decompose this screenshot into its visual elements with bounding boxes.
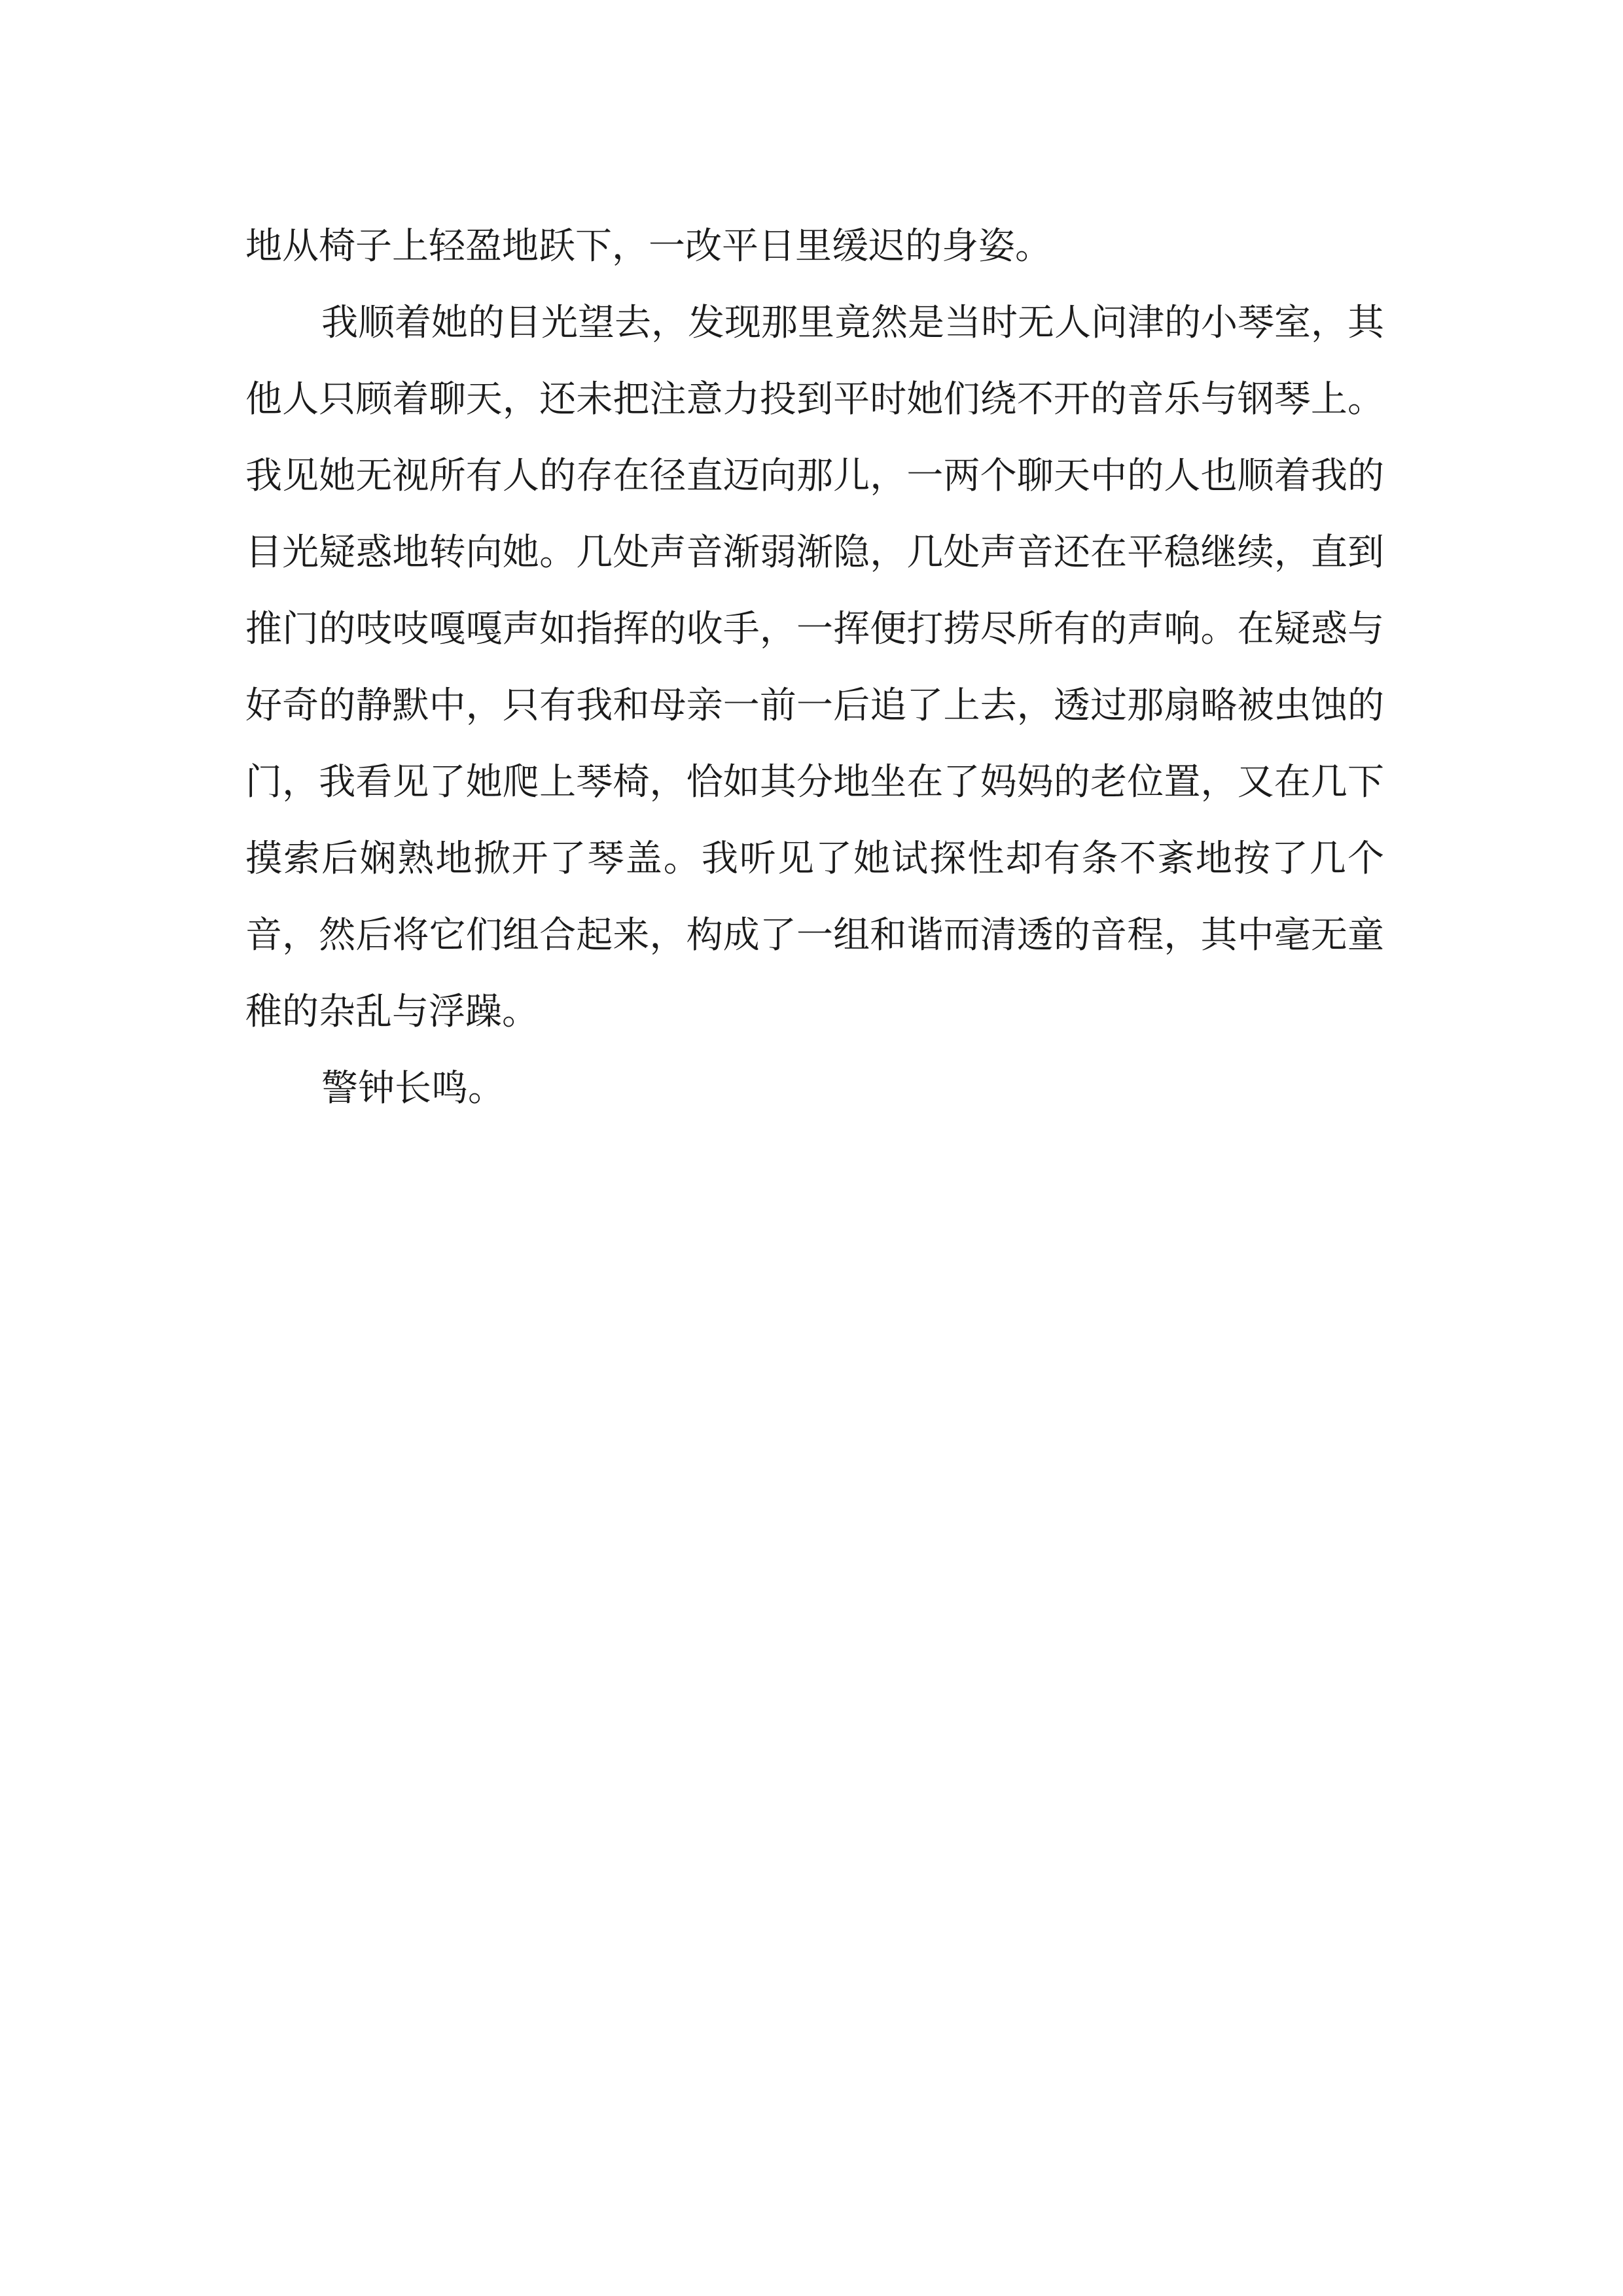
paragraph-3: 警钟长鸣。 xyxy=(321,1067,505,1110)
document-body xyxy=(245,208,1384,1127)
paragraph-1: 地从椅子上轻盈地跃下，一改平日里缓迟的身姿。 xyxy=(245,225,1052,268)
paragraph-2: 我顺着她的目光望去，发现那里竟然是当时无人问津的小琴室，其他人只顾着聊天，还未把注意力投到平时她们绕不开的音乐与钢琴上。我见她无视所有人的存在径直迈向那儿，一两个聊天中的人也顺着我的目光疑惑地转向她。几处声音渐弱渐隐，几处声音还在平稳继续，直到推门的吱吱嘎嘎声如指挥的收手，一挥便打捞尽所有的声响。在疑惑与好奇的静默中，只有我和母亲一前一后追了上去，透过那扇略被虫蚀的门，我看见了她爬上琴椅，恰如其分地坐在了妈妈的老位置，又在几下摸索后娴熟地掀开了琴盖。我听见了她试探性却有条不紊地按了几个音，然后将它们组合起来，构成了一组和谐而清透的音程，其中毫无童稚的杂乱与浮躁。 xyxy=(245,302,1384,1033)
